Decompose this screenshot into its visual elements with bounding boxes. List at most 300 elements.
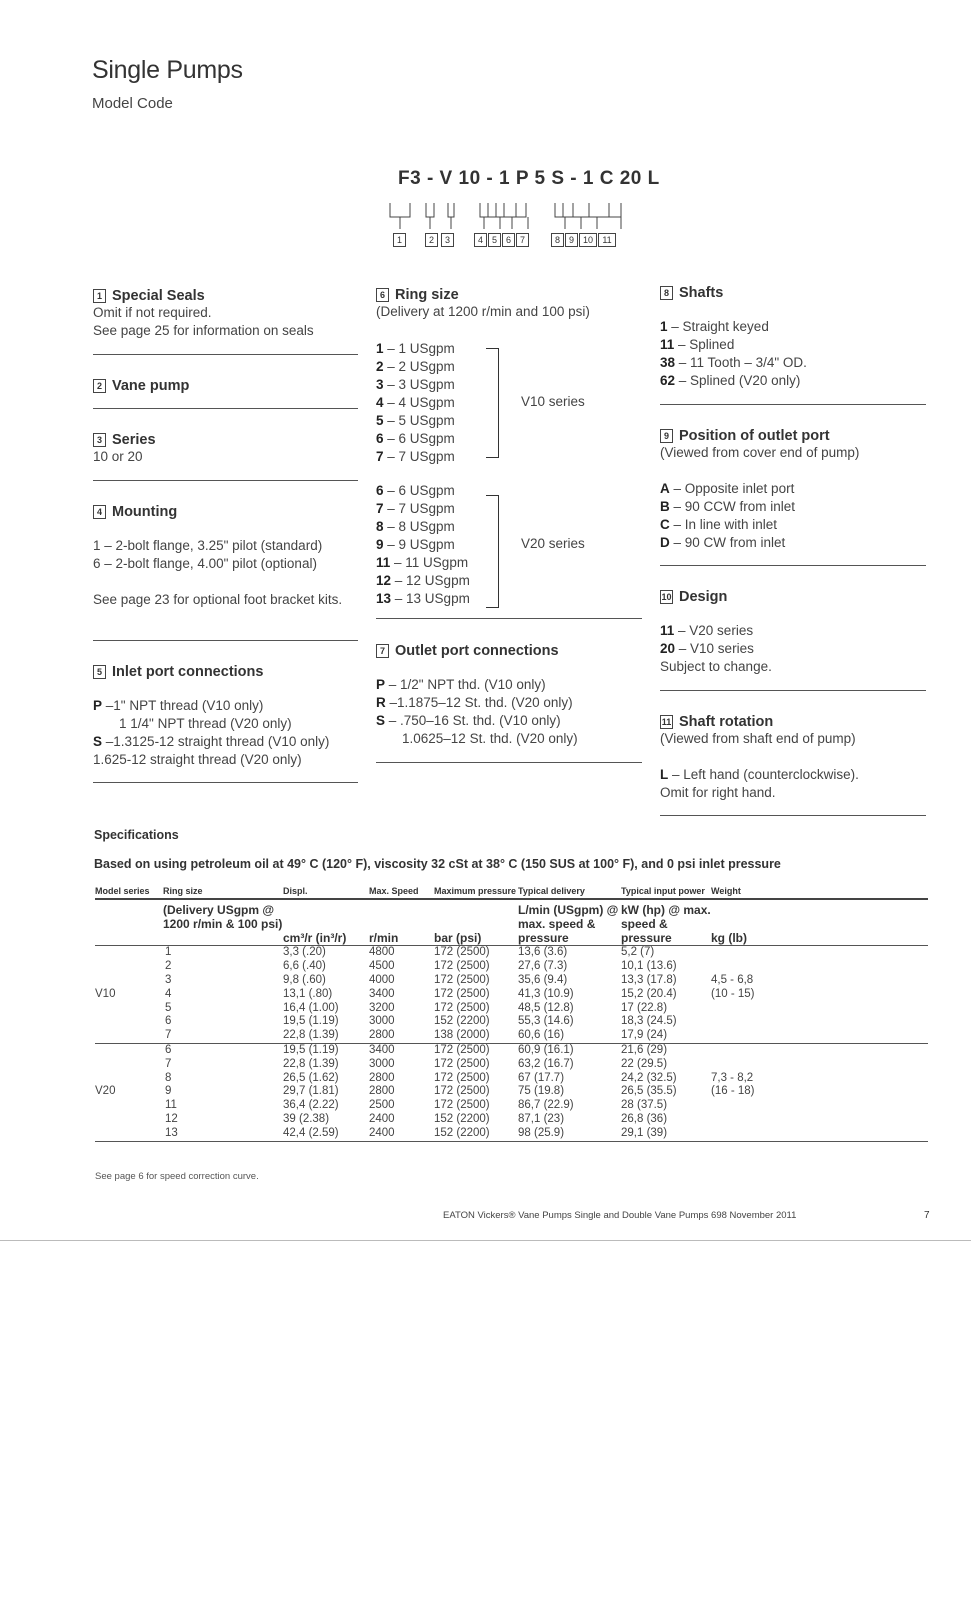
section-title: Ring size bbox=[395, 287, 459, 303]
rotation-option bbox=[660, 766, 926, 784]
option-code: 13 bbox=[376, 591, 392, 606]
cell-max-pressure: 172 (2500) bbox=[434, 960, 490, 973]
cell-ring-size: 11 bbox=[165, 1099, 177, 1112]
section-title: Shafts bbox=[679, 285, 724, 301]
col-header-power: Typical input power bbox=[621, 887, 711, 899]
cell-input-power: 17,9 (24) bbox=[621, 1029, 711, 1043]
cell-series bbox=[95, 946, 163, 960]
section-subtitle: (Delivery at 1200 r/min and 100 psi) bbox=[376, 304, 590, 319]
option-code: 62 bbox=[660, 373, 676, 388]
cell-displacement: 29,7 (1.81) bbox=[283, 1085, 339, 1098]
option-text: – 11 USgpm bbox=[390, 555, 469, 570]
cell-max-speed: 2500 bbox=[369, 1099, 395, 1112]
inlet-option bbox=[93, 733, 358, 751]
cell-series bbox=[95, 1127, 163, 1141]
divider bbox=[376, 618, 642, 619]
cell-delivery: 98 (25.9) bbox=[518, 1127, 621, 1141]
unit-displ: cm³/r (in³/r) bbox=[283, 899, 369, 946]
cell-ring-size: 13 bbox=[163, 1127, 283, 1141]
cell-series bbox=[95, 1015, 163, 1029]
cell-input-power: 17 (22.8) bbox=[621, 1001, 668, 1014]
shaft-option bbox=[660, 354, 925, 372]
option-text: – Splined bbox=[674, 337, 735, 352]
cell-series: V20 bbox=[95, 1085, 116, 1098]
table-row bbox=[95, 988, 928, 1002]
cell-max-speed: 2800 bbox=[369, 1085, 395, 1098]
option-code: S bbox=[93, 734, 103, 749]
table-row bbox=[95, 1058, 928, 1072]
cell-delivery: 86,7 (22.9) bbox=[518, 1099, 574, 1112]
option-code: 9 bbox=[376, 537, 384, 552]
col-header-ring: Ring size bbox=[163, 887, 283, 899]
option-code: 3 bbox=[376, 377, 384, 392]
mounting-option bbox=[93, 537, 358, 555]
unit-pressure: bar (psi) bbox=[434, 899, 518, 946]
section-series bbox=[93, 432, 358, 466]
option-text: – 8 USgpm bbox=[383, 519, 455, 534]
cell-weight bbox=[711, 1015, 928, 1029]
option-code: 6 bbox=[376, 431, 384, 446]
section-shafts bbox=[660, 285, 925, 390]
option-text: –1.3125-12 straight thread (V10 only) bbox=[102, 734, 330, 749]
cell-displacement: 9,8 (.60) bbox=[283, 973, 326, 986]
option-code: R bbox=[376, 695, 386, 710]
position-box-2: 2 bbox=[425, 233, 438, 247]
section-note: Subject to change. bbox=[660, 659, 772, 674]
section-number-box: 1 bbox=[93, 289, 106, 303]
ring-option bbox=[376, 500, 496, 518]
inlet-option bbox=[93, 715, 358, 733]
model-code-position-boxes bbox=[393, 233, 619, 247]
cell-delivery: 60,9 (16.1) bbox=[518, 1043, 574, 1056]
v10-bracket bbox=[486, 348, 499, 458]
option-text: –1" NPT thread (V10 only) bbox=[102, 698, 264, 713]
section-line: See page 25 for information on seals bbox=[93, 323, 314, 338]
section-vane-pump bbox=[93, 378, 358, 394]
divider bbox=[660, 404, 926, 405]
option-code: 11 bbox=[660, 623, 675, 638]
section-number-box: 9 bbox=[660, 429, 673, 443]
page-footer: EATON Vickers® Vane Pumps Single and Double Vane Pumps 698 November 2011 bbox=[443, 1210, 797, 1221]
option-text: – 12 USgpm bbox=[391, 573, 470, 588]
cell-input-power: 28 (37.5) bbox=[621, 1099, 668, 1112]
cell-ring-size: 3 bbox=[165, 973, 172, 986]
cell-max-speed: 4000 bbox=[369, 973, 395, 986]
position-box-6: 6 bbox=[502, 233, 515, 247]
cell-displacement: 19,5 (1.19) bbox=[283, 1043, 339, 1056]
option-code: 6 bbox=[93, 556, 101, 571]
v10-series-label: V10 series bbox=[521, 394, 585, 409]
cell-displacement: 16,4 (1.00) bbox=[283, 1001, 339, 1014]
cell-series bbox=[95, 1002, 163, 1016]
section-title: Vane pump bbox=[112, 378, 190, 394]
cell-delivery: 35,6 (9.4) bbox=[518, 973, 568, 986]
cell-displacement: 19,5 (1.19) bbox=[283, 1015, 339, 1028]
cell-max-pressure: 172 (2500) bbox=[434, 1085, 490, 1098]
section-note: Omit for right hand. bbox=[660, 785, 776, 800]
option-code: 1 bbox=[93, 538, 101, 553]
position-box-4: 4 bbox=[474, 233, 487, 247]
cell-weight bbox=[711, 1099, 928, 1113]
page-subtitle: Model Code bbox=[92, 95, 173, 112]
inlet-option bbox=[93, 697, 358, 715]
option-code: P bbox=[93, 698, 103, 713]
option-code: 20 bbox=[660, 641, 676, 656]
cell-input-power: 21,6 (29) bbox=[621, 1043, 668, 1056]
cell-displacement: 22,8 (1.39) bbox=[283, 1029, 369, 1043]
table-row bbox=[95, 1002, 928, 1016]
cell-max-speed: 4800 bbox=[369, 946, 395, 959]
cell-max-pressure: 172 (2500) bbox=[434, 1099, 490, 1112]
cell-displacement: 3,3 (.20) bbox=[283, 946, 326, 959]
option-code: 8 bbox=[376, 519, 384, 534]
section-shaft-rotation bbox=[660, 714, 926, 802]
section-number-box: 3 bbox=[93, 433, 106, 447]
cell-max-speed: 2400 bbox=[369, 1127, 434, 1141]
outlet-option bbox=[376, 712, 642, 730]
cell-max-pressure: 172 (2500) bbox=[434, 1057, 490, 1070]
divider bbox=[93, 408, 358, 409]
cell-delivery: 75 (19.8) bbox=[518, 1085, 565, 1098]
cell-delivery: 87,1 (23) bbox=[518, 1112, 565, 1125]
section-number-box: 6 bbox=[376, 288, 389, 302]
option-code: 7 bbox=[376, 449, 384, 464]
option-text: – 7 USgpm bbox=[383, 501, 455, 516]
section-line: Omit if not required. bbox=[93, 305, 212, 320]
cell-weight bbox=[711, 1113, 928, 1127]
section-subtitle: (Viewed from cover end of pump) bbox=[660, 445, 860, 460]
position-option bbox=[660, 498, 926, 516]
cell-ring-size: 7 bbox=[163, 1029, 283, 1043]
option-text: – 2 USgpm bbox=[383, 359, 455, 374]
option-code: 1 bbox=[660, 319, 668, 334]
cell-ring-size: 7 bbox=[165, 1057, 172, 1070]
cell-max-pressure: 172 (2500) bbox=[434, 946, 490, 959]
shaft-option bbox=[660, 318, 925, 336]
outlet-option bbox=[376, 694, 642, 712]
option-code: D bbox=[660, 535, 670, 550]
cell-series bbox=[95, 960, 163, 974]
specifications-footnote: See page 6 for speed correction curve. bbox=[95, 1171, 259, 1182]
cell-ring-size: 6 bbox=[165, 1015, 172, 1028]
col-header-speed: Max. Speed bbox=[369, 887, 434, 899]
position-box-8: 8 bbox=[551, 233, 564, 247]
cell-ring-size: 5 bbox=[165, 1001, 172, 1014]
option-text: 1 1/4" NPT thread (V20 only) bbox=[119, 716, 292, 731]
cell-max-speed: 2800 bbox=[369, 1071, 395, 1084]
divider bbox=[93, 640, 358, 641]
option-code: B bbox=[660, 499, 670, 514]
option-code: C bbox=[660, 517, 670, 532]
cell-displacement: 39 (2.38) bbox=[283, 1112, 330, 1125]
cell-max-speed: 4500 bbox=[369, 960, 395, 973]
shaft-option bbox=[660, 336, 925, 354]
cell-input-power: 18,3 (24.5) bbox=[621, 1015, 677, 1028]
option-text: – V10 series bbox=[675, 641, 754, 656]
bracket-1 bbox=[390, 203, 410, 217]
bracket-4-7 bbox=[480, 203, 526, 217]
cell-weight bbox=[711, 1127, 928, 1141]
cell-delivery: 63,2 (16.7) bbox=[518, 1057, 574, 1070]
option-text: – 4 USgpm bbox=[383, 395, 455, 410]
cell-delivery: 48,5 (12.8) bbox=[518, 1001, 574, 1014]
option-code: L bbox=[660, 767, 669, 782]
cell-max-pressure: 172 (2500) bbox=[434, 1001, 490, 1014]
cell-series bbox=[95, 1113, 163, 1127]
section-outlet-position bbox=[660, 428, 926, 552]
table-row bbox=[95, 1127, 928, 1141]
option-text: – Straight keyed bbox=[667, 319, 769, 334]
outlet-option bbox=[376, 730, 642, 748]
cell-max-speed: 2800 bbox=[369, 1029, 434, 1043]
option-text: – 6 USgpm bbox=[383, 483, 455, 498]
model-code: F3 - V 10 - 1 P 5 S - 1 C 20 L bbox=[398, 168, 660, 189]
page-edge bbox=[0, 1240, 971, 1241]
section-line: 10 or 20 bbox=[93, 449, 143, 464]
cell-max-pressure: 152 (2200) bbox=[434, 1015, 490, 1028]
specifications-heading: Specifications bbox=[94, 828, 179, 842]
ring-option bbox=[376, 572, 496, 590]
section-subtitle: (Viewed from shaft end of pump) bbox=[660, 731, 856, 746]
option-code: 12 bbox=[376, 573, 392, 588]
cell-displacement: 26,5 (1.62) bbox=[283, 1071, 339, 1084]
specifications-table bbox=[95, 887, 928, 1142]
table-row bbox=[95, 1099, 928, 1113]
cell-displacement: 6,6 (.40) bbox=[283, 960, 326, 973]
unit-series bbox=[95, 899, 163, 946]
cell-weight bbox=[711, 960, 928, 974]
unit-ring: (Delivery USgpm @ 1200 r/min & 100 psi) bbox=[163, 899, 283, 946]
option-code: 6 bbox=[376, 483, 384, 498]
option-text: – 6 USgpm bbox=[383, 431, 455, 446]
cell-series bbox=[95, 1099, 163, 1113]
cell-delivery: 60,6 (16) bbox=[518, 1029, 621, 1043]
cell-ring-size: 6 bbox=[165, 1043, 172, 1056]
divider bbox=[660, 815, 926, 816]
table-row bbox=[95, 946, 928, 960]
cell-input-power: 10,1 (13.6) bbox=[621, 960, 677, 973]
cell-delivery: 55,3 (14.6) bbox=[518, 1015, 574, 1028]
cell-input-power: 24,2 (32.5) bbox=[621, 1071, 677, 1084]
section-outlet-port bbox=[376, 643, 642, 748]
section-design bbox=[660, 589, 926, 676]
outlet-option bbox=[376, 676, 642, 694]
section-special-seals bbox=[93, 288, 358, 340]
divider bbox=[660, 690, 926, 691]
ring-option bbox=[376, 518, 496, 536]
cell-weight: (16 - 18) bbox=[711, 1085, 755, 1098]
col-header-series: Model series bbox=[95, 887, 163, 899]
cell-delivery: 27,6 (7.3) bbox=[518, 960, 568, 973]
cell-input-power: 13,3 (17.8) bbox=[621, 973, 677, 986]
section-ring-size bbox=[376, 287, 641, 321]
cell-max-speed: 3400 bbox=[369, 987, 395, 1000]
option-code: 4 bbox=[376, 395, 384, 410]
cell-ring-size: 8 bbox=[165, 1071, 172, 1084]
cell-delivery: 41,3 (10.9) bbox=[518, 987, 574, 1000]
table-row bbox=[95, 1085, 928, 1099]
cell-displacement: 42,4 (2.59) bbox=[283, 1127, 369, 1141]
option-code: 1 bbox=[376, 341, 384, 356]
ring-option bbox=[376, 554, 496, 572]
bracket-3 bbox=[448, 203, 454, 217]
option-code: 38 bbox=[660, 355, 676, 370]
section-number-box: 10 bbox=[661, 592, 672, 603]
shaft-option bbox=[660, 372, 925, 390]
position-box-11: 11 bbox=[598, 233, 616, 247]
cell-ring-size: 9 bbox=[165, 1085, 172, 1098]
cell-series bbox=[95, 974, 163, 988]
section-number-box: 5 bbox=[93, 665, 106, 679]
cell-delivery: 13,6 (3.6) bbox=[518, 946, 568, 959]
cell-weight: (10 - 15) bbox=[711, 987, 755, 1000]
section-note: See page 23 for optional foot bracket kits. bbox=[93, 592, 343, 607]
cell-weight bbox=[711, 1043, 928, 1057]
option-text: – 1/2" NPT thd. (V10 only) bbox=[385, 677, 546, 692]
divider bbox=[660, 565, 926, 566]
cell-max-pressure: 172 (2500) bbox=[434, 987, 490, 1000]
table-row bbox=[95, 1015, 928, 1029]
option-text: – 2-bolt flange, 3.25" pilot (standard) bbox=[100, 538, 323, 553]
cell-max-speed: 3000 bbox=[369, 1057, 395, 1070]
position-box-9: 9 bbox=[565, 233, 578, 247]
page-title: Single Pumps bbox=[92, 56, 243, 84]
cell-displacement: 22,8 (1.39) bbox=[283, 1057, 339, 1070]
cell-ring-size: 4 bbox=[165, 987, 172, 1000]
cell-ring-size: 12 bbox=[165, 1112, 178, 1125]
cell-series bbox=[95, 1043, 163, 1057]
option-code: 7 bbox=[376, 501, 384, 516]
section-inlet-port bbox=[93, 664, 358, 769]
inlet-option bbox=[93, 751, 358, 769]
table-row bbox=[95, 1029, 928, 1043]
unit-speed: r/min bbox=[369, 899, 434, 946]
option-text: – Opposite inlet port bbox=[669, 481, 795, 496]
bracket-stems bbox=[400, 217, 621, 229]
ring-option bbox=[376, 482, 496, 500]
divider bbox=[376, 762, 642, 763]
position-box-10: 10 bbox=[579, 233, 597, 247]
position-option bbox=[660, 534, 926, 552]
option-code: S bbox=[376, 713, 386, 728]
option-text: – Left hand (counterclockwise). bbox=[668, 767, 859, 782]
ring-size-list-v10 bbox=[376, 340, 496, 466]
option-text: – .750–16 St. thd. (V10 only) bbox=[385, 713, 561, 728]
option-code: P bbox=[376, 677, 386, 692]
cell-input-power: 5,2 (7) bbox=[621, 946, 655, 959]
cell-max-speed: 3000 bbox=[369, 1015, 395, 1028]
v20-bracket bbox=[486, 495, 499, 608]
cell-weight: 7,3 - 8,2 bbox=[711, 1071, 754, 1084]
ring-option bbox=[376, 430, 496, 448]
bracket-8-11 bbox=[555, 203, 621, 217]
option-text: – V20 series bbox=[674, 623, 754, 638]
cell-weight bbox=[711, 1058, 928, 1072]
section-number-box: 4 bbox=[93, 505, 106, 519]
section-number-box: 2 bbox=[93, 379, 106, 393]
option-text: – 7 USgpm bbox=[383, 449, 455, 464]
cell-input-power: 22 (29.5) bbox=[621, 1057, 668, 1070]
option-code: A bbox=[660, 481, 670, 496]
section-mounting bbox=[93, 504, 358, 609]
table-row bbox=[95, 1072, 928, 1086]
ring-option bbox=[376, 412, 496, 430]
option-text: – 11 Tooth – 3/4" OD. bbox=[675, 355, 807, 370]
option-text: –1.1875–12 St. thd. (V20 only) bbox=[385, 695, 573, 710]
section-number-box: 8 bbox=[660, 286, 673, 300]
mounting-option bbox=[93, 555, 358, 573]
ring-option bbox=[376, 376, 496, 394]
bracket-2 bbox=[426, 203, 434, 217]
divider bbox=[93, 354, 358, 355]
cell-max-speed: 2400 bbox=[369, 1112, 395, 1125]
cell-weight bbox=[711, 946, 928, 960]
option-text: – 13 USgpm bbox=[391, 591, 470, 606]
cell-series: V10 bbox=[95, 987, 116, 1000]
option-text: – 5 USgpm bbox=[383, 413, 455, 428]
cell-max-speed: 3400 bbox=[369, 1043, 395, 1056]
cell-series bbox=[95, 1029, 163, 1043]
table-row bbox=[95, 1043, 928, 1057]
cell-max-pressure: 172 (2500) bbox=[434, 1071, 490, 1084]
col-header-displ: Displ. bbox=[283, 887, 369, 899]
specifications-basis: Based on using petroleum oil at 49° C (120° F), viscosity 32 cSt at 38° C (150 SUS at 100° F), and 0 psi inlet pressure bbox=[94, 857, 781, 871]
divider bbox=[93, 782, 358, 783]
unit-delivery: L/min (USgpm) @ max. speed & pressure bbox=[518, 899, 621, 946]
section-title: Position of outlet port bbox=[679, 428, 830, 444]
option-text: 1.0625–12 St. thd. (V20 only) bbox=[402, 731, 578, 746]
cell-displacement: 13,1 (.80) bbox=[283, 987, 333, 1000]
cell-delivery: 67 (17.7) bbox=[518, 1071, 565, 1084]
option-text: – In line with inlet bbox=[669, 517, 778, 532]
section-title: Series bbox=[112, 432, 156, 448]
cell-displacement: 36,4 (2.22) bbox=[283, 1099, 339, 1112]
ring-option bbox=[376, 448, 496, 466]
option-code: 11 bbox=[660, 337, 675, 352]
ring-option bbox=[376, 340, 496, 358]
ring-option bbox=[376, 358, 496, 376]
option-code: 2 bbox=[376, 359, 384, 374]
section-title: Design bbox=[679, 589, 728, 605]
page-number: 7 bbox=[924, 1210, 930, 1221]
cell-weight bbox=[711, 1002, 928, 1016]
section-title: Special Seals bbox=[112, 288, 205, 304]
cell-series bbox=[95, 1072, 163, 1086]
design-option bbox=[660, 640, 926, 658]
ring-option bbox=[376, 394, 496, 412]
cell-input-power: 26,8 (36) bbox=[621, 1112, 668, 1125]
section-title: Shaft rotation bbox=[679, 714, 774, 730]
v20-series-label: V20 series bbox=[521, 536, 585, 551]
cell-max-speed: 3200 bbox=[369, 1001, 395, 1014]
cell-input-power: 29,1 (39) bbox=[621, 1127, 711, 1141]
section-number-box: 7 bbox=[376, 644, 389, 658]
section-title: Mounting bbox=[112, 504, 178, 520]
option-text: – 2-bolt flange, 4.00" pilot (optional) bbox=[100, 556, 317, 571]
option-code: 11 bbox=[376, 555, 391, 570]
section-title: Inlet port connections bbox=[112, 664, 264, 680]
design-option bbox=[660, 622, 926, 640]
option-text: – 90 CCW from inlet bbox=[669, 499, 796, 514]
col-header-weight: Weight bbox=[711, 887, 928, 899]
position-option bbox=[660, 516, 926, 534]
option-text: – Splined (V20 only) bbox=[675, 373, 801, 388]
cell-weight: 4,5 - 6,8 bbox=[711, 973, 754, 986]
ring-size-list-v20 bbox=[376, 482, 496, 608]
ring-option bbox=[376, 536, 496, 554]
table-row bbox=[95, 974, 928, 988]
cell-max-pressure: 172 (2500) bbox=[434, 1043, 490, 1056]
